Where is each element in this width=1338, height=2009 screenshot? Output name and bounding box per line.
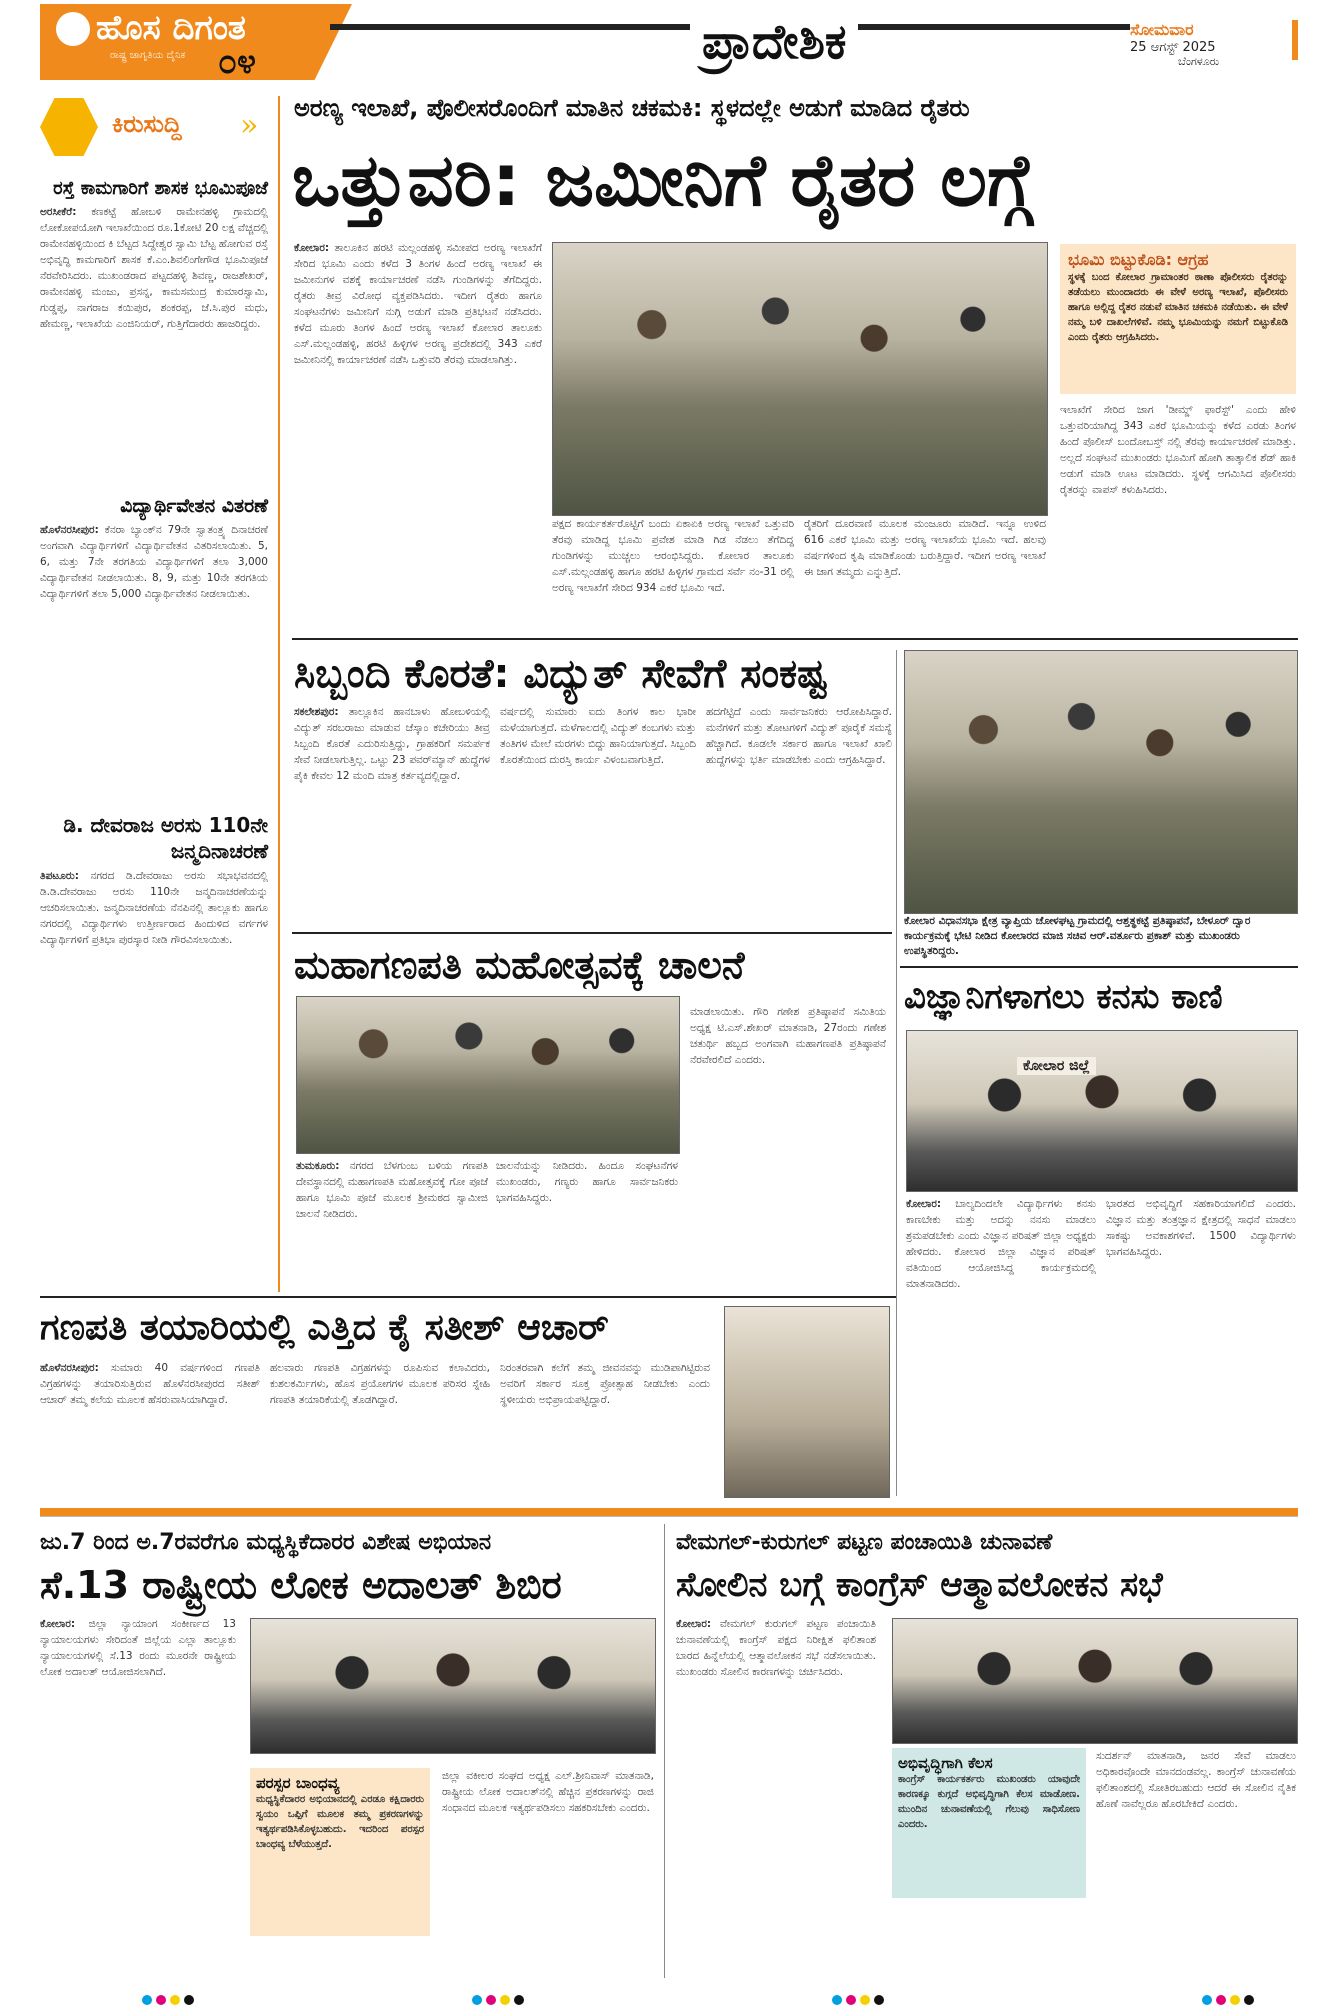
lok-adalat-kicker: ಜು.7 ರಿಂದ ಅ.7ರವರೆಗೂ ಮಧ್ಯಸ್ಥಿಕೆದಾರರ ವಿಶೇಷ ಅಭಿಯಾನ bbox=[40, 1530, 492, 1555]
kirusuddi-item-3 bbox=[40, 812, 268, 1308]
lok-adalat-photo bbox=[250, 1618, 656, 1754]
orange-edge-bar bbox=[1292, 20, 1298, 60]
lead-col-2: ಪಕ್ಷದ ಕಾರ್ಯಕರ್ತರೊಟ್ಟಿಗೆ ಬಂದು ಏಕಾಏಕಿ ಅರಣ್ಯ ಇಲಾಖೆ ಒತ್ತುವರಿ ತೆರವು ಮಾಡಿದ್ದ ಭೂಮಿ ಪ್ರವೇಶ ಮಾಡಿ ಗಿಡ ನೆಡಲು ತೆಗೆದಿದ್ದ ಗುಂಡಿಗಳನ್ನು ಮುಚ್ಚಲು ಆರಂಭಿಸಿದ್ದರು. ಕೋಲಾರ ತಾಲೂಕು ಎಸ್.ಮಲ್ಲಂಡಹಳ್ಳಿ ಹಾಗೂ ಹರಟಿ ಹಿಳ್ಳಿಗಳ ಗ್ರಾಮದ ಸರ್ವೆ ನಂ-31 ರಲ್ಲಿ ಅರಣ್ಯ ಇಲಾಖೆಗೆ ಸೇರಿದ 934 ಎಕರೆ ಭೂಮಿ ಇದೆ. bbox=[552, 518, 794, 594]
dateline: ಅರಸೀಕೆರೆ: bbox=[40, 206, 77, 218]
lok-adalat-headline: ಸೆ.13 ರಾಷ್ಟ್ರೀಯ ಲೋಕ ಅದಾಲತ್ ಶಿಬಿರ bbox=[40, 1563, 562, 1607]
dateline: ಸಕಲೇಶಪುರ: bbox=[294, 706, 339, 718]
lok-adalat-col-2: ಜಿಲ್ಲಾ ವಕೀಲರ ಸಂಘದ ಅಧ್ಯಕ್ಷ ಎಲ್.ಶ್ರೀನಿವಾಸ್ ಮಾತನಾಡಿ, ರಾಷ್ಟ್ರೀಯ ಲೋಕ ಅದಾಲತ್‌ನಲ್ಲಿ ಹೆಚ್ಚಿನ ಪ್ರಕರಣಗಳನ್ನು ರಾಜಿ ಸಂಧಾನದ ಮೂಲಕ ಇತ್ಯರ್ಥಪಡಿಸಲು ಸಹಕರಿಸಬೇಕು ಎಂದರು. bbox=[442, 1770, 654, 1814]
lead-headline: ಒತ್ತುವರಿ: ಜಮೀನಿಗೆ ರೈತರ ಲಗ್ಗೆ bbox=[292, 138, 1033, 222]
dateline: ಕೋಲಾರ: bbox=[40, 1618, 76, 1630]
ganapati-event-headline: ಮಹಾಗಣಪತಿ ಮಹೋತ್ಸವಕ್ಕೆ ಚಾಲನೆ bbox=[294, 943, 745, 987]
kirusuddi-item-title: ವಿದ್ಯಾರ್ಥಿವೇತನ ವಿತರಣೆ bbox=[120, 495, 268, 517]
congress-headline: ಸೋಲಿನ ಬಗ್ಗೆ ಕಾಂಗ್ರೆಸ್ ಆತ್ಮಾವಲೋಕನ ಸಭೆ bbox=[676, 1565, 1163, 1605]
kolar-ceremony-photo bbox=[904, 650, 1298, 914]
scientist-headline: ವಿಜ್ಞಾನಿಗಳಾಗಲು ಕನಸು ಕಾಣಿ bbox=[904, 977, 1223, 1017]
sidebox-title: ಅಭಿವೃದ್ಧಿಗಾಗಿ ಕೆಲಸ bbox=[898, 1754, 993, 1772]
lead-col-4: ಇಲಾಖೆಗೆ ಸೇರಿದ ಜಾಗ 'ಡೀಮ್ಡ್ ಫಾರೆಸ್ಟ್' ಎಂದು ಹೇಳಿ ಒತ್ತುವರಿಯಾಗಿದ್ದ 343 ಎಕರೆ ಭೂಮಿಯನ್ನು ಕಳೆದ ಎರಡು ತಿಂಗಳ ಹಿಂದೆ ಪೊಲೀಸ್ ಬಂದೋಬಸ್ತ್ ನಲ್ಲಿ ತೆರವು ಕಾರ್ಯಾಚರಣೆ ಮಾಡಿತ್ತು. ಅಲ್ಲದೆ ಸಂಘಟನೆ ಮುಖಂಡರು ಭೂಮಿಗೆ ಹೋಗಿ ತಾತ್ಕಾಲಿಕ ಶೆಡ್ ಹಾಕಿ ಅಡುಗೆ ಮಾಡಿ ಊಟ ಮಾಡಿದರು. ಸ್ಥಳಕ್ಕೆ ಆಗಮಿಸಿದ ಪೊಲೀಸರು ರೈತರನ್ನು ವಾಪಸ್ ಕಳುಹಿಸಿದರು. bbox=[1060, 404, 1296, 496]
registration-marks-3 bbox=[830, 1990, 886, 2009]
lok-adalat-sidebox bbox=[250, 1768, 430, 1936]
sidebox-text: ಕಾಂಗ್ರೆಸ್ ಕಾರ್ಯಕರ್ತರು ಮುಖಂಡರು ಯಾವುದೇ ಕಾರಣಕ್ಕೂ ಕುಗ್ಗದೆ ಅಭಿವೃದ್ಧಿಗಾಗಿ ಕೆಲಸ ಮಾಡೋಣ. ಮುಂದಿನ ಚುನಾವಣೆಯಲ್ಲಿ ಗೆಲುವು ಸಾಧಿಸೋಣ ಎಂದರು. bbox=[898, 1774, 1080, 1830]
staff-bottom-rule bbox=[292, 932, 892, 934]
kirusuddi-item-body: ಅರಸೀಕೆರೆ: ಕಣಕಟ್ಟೆ ಹೋಬಳಿ ರಾಮೇನಹಳ್ಳಿ ಗ್ರಾಮದಲ್ಲಿ ಲೋಕೋಪಯೋಗಿ ಇಲಾಖೆಯಿಂದ ರೂ.1ಕೋಟಿ 20 ಲಕ್ಷ ವೆಚ್ಚದಲ್ಲಿ ರಾಮೇನಹಳ್ಳಿಯಿಂದ ಕಿ ಬೆಟ್ಟದ ಸಿದ್ದೇಶ್ವರ ಸ್ವಾಮಿ ಬೆಟ್ಟ ಹೋಗುವ ರಸ್ತೆ ಅಭಿವೃದ್ಧಿ ಕಾಮಗಾರಿಗೆ ಶಾಸಕ ಕೆ.ಎಂ.ಶಿವಲಿಂಗೇಗೌಡ ಭೂಮಿಪೂಜೆ ನೆರವೇರಿಸಿದರು. ಮುಖಂಡರಾದ ಪಟ್ಟದಹಳ್ಳಿ ಶಿವಣ್ಣ, ರಾಜಶೇಖರ್, ರಾಮೇನಹಳ್ಳಿ ಮಂಜು, ಪ್ರಸನ್ನ, ಕಾಮಸಮುದ್ರ ಕುಮಾರಸ್ವಾಮಿ, ಗುಡ್ಡಪ್ಪ, ನಾಗರಾಜ ಕಯಿಪುರ, ಶಂಕರಪ್ಪ, ಜೆ.ಸಿ.ಪುರ ಮಧು, ಹೇಮಣ್ಣ, ಇಲಾಖೆಯ ಎಂಜಿನಿಯರ್, ಗುತ್ತಿಗೆದಾರರು ಹಾಜರಿದ್ದರು. bbox=[40, 206, 268, 330]
congress-col-1: ಕೋಲಾರ: ವೇಮಗಲ್ ಕುರುಗಲ್ ಪಟ್ಟಣ ಪಂಚಾಯಿತಿ ಚುನಾವಣೆಯಲ್ಲಿ ಕಾಂಗ್ರೆಸ್ ಪಕ್ಷದ ನಿರೀಕ್ಷಿತ ಫಲಿತಾಂಶ ಬಾರದ ಹಿನ್ನೆಲೆಯಲ್ಲಿ ಆತ್ಮಾವಲೋಕನ ಸಭೆ ನಡೆಸಲಾಯಿತು. ಮುಖಂಡರು ಸೋಲಿನ ಕಾರಣಗಳನ್ನು ಚರ್ಚಿಸಿದರು. bbox=[676, 1618, 876, 1678]
registration-marks-2 bbox=[470, 1990, 526, 2009]
staff-col-3: ಹದಗೆಟ್ಟಿದೆ ಎಂದು ಸಾರ್ವಜನಿಕರು ಆರೋಪಿಸಿದ್ದಾರೆ. ಮನೆಗಳಿಗೆ ಮತ್ತು ತೋಟಗಳಿಗೆ ವಿದ್ಯುತ್ ಪೂರೈಕೆ ಸಮಸ್ಯೆ ಹೆಚ್ಚಾಗಿದೆ. ಕೂಡಲೇ ಸರ್ಕಾರ ಹಾಗೂ ಇಲಾಖೆ ಖಾಲಿ ಹುದ್ದೆಗಳನ್ನು ಭರ್ತಿ ಮಾಡಬೇಕು ಎಂದು ಆಗ್ರಹಿಸಿದ್ದಾರೆ. bbox=[706, 706, 892, 766]
scientist-event-photo bbox=[906, 1030, 1298, 1192]
lead-bottom-rule bbox=[292, 638, 1298, 640]
vertical-divider-mid bbox=[896, 650, 897, 1496]
photo-bottom-rule bbox=[900, 966, 1298, 968]
sidebox-text: ಸ್ಥಳಕ್ಕೆ ಬಂದ ಕೋಲಾರ ಗ್ರಾಮಾಂತರ ಠಾಣಾ ಪೊಲೀಸರು ರೈತರನ್ನು ತಡೆಯಲು ಮುಂದಾದರು ಈ ವೇಳೆ ಅರಣ್ಯ ಇಲಾಖೆ, ಪೊಲೀಸರು ಹಾಗೂ ಅಲ್ಲಿದ್ದ ರೈತರ ನಡುವೆ ಮಾತಿನ ಚಕಮಕಿ ನಡೆಯಿತು. ಈ ವೇಳೆ ನಮ್ಮ ಬಳಿ ದಾಖಲೆಗಳಿವೆ. ನಮ್ಮ ಭೂಮಿಯನ್ನು ನಮಗೆ ಬಿಟ್ಟುಕೊಡಿ ಎಂದು ರೈತರು ಆಗ್ರಹಿಸಿದರು. bbox=[1068, 272, 1288, 343]
dateline: ಕೋಲಾರ: bbox=[906, 1198, 942, 1210]
ganapati-event-col-2: ಚಾಲನೆಯನ್ನು ನೀಡಿದರು. ಹಿಂದೂ ಸಂಘಟನೆಗಳ ಮುಖಂಡರು, ಗಣ್ಯರು ಹಾಗೂ ಸಾರ್ವಜನಿಕರು ಭಾಗವಹಿಸಿದ್ದರು. bbox=[496, 1160, 678, 1204]
hand-icon bbox=[40, 98, 98, 156]
ganapati-event-photo bbox=[296, 996, 680, 1154]
ganapati-event-col-3: ಮಾಡಲಾಯಿತು. ಗೌರಿ ಗಣೇಶ ಪ್ರತಿಷ್ಠಾಪನೆ ಸಮಿತಿಯ ಅಧ್ಯಕ್ಷ ಟಿ.ಎಸ್.ಶೇಖರ್ ಮಾತನಾಡಿ, 27ರಂದು ಗಣೇಶ ಚತುರ್ಥಿ ಹಬ್ಬದ ಅಂಗವಾಗಿ ಮಹಾಗಣಪತಿ ಪ್ರತಿಷ್ಠಾಪನೆ ನೆರವೇರಲಿದೆ ಎಂದರು. bbox=[690, 1006, 886, 1066]
registration-marks-4 bbox=[1200, 1990, 1256, 2009]
mid-rule bbox=[40, 1296, 896, 1298]
congress-photo bbox=[892, 1618, 1298, 1744]
sidebox-text: ಮಧ್ಯಸ್ಥಿಕೆದಾರರ ಅಭಿಯಾನದಲ್ಲಿ ಎರಡೂ ಕಕ್ಷಿದಾರರು ಸ್ವಯಂ ಒಪ್ಪಿಗೆ ಮೂಲಕ ತಮ್ಮ ಪ್ರಕರಣಗಳನ್ನು ಇತ್ಯರ್ಥಪಡಿಸಿಕೊಳ್ಳಬಹುದು. ಇದರಿಂದ ಪರಸ್ಪರ ಬಾಂಧವ್ಯ ಬೆಳೆಯುತ್ತದೆ. bbox=[256, 1794, 424, 1850]
lead-kicker: ಅರಣ್ಯ ಇಲಾಖೆ, ಪೊಲೀಸರೊಂದಿಗೆ ಮಾತಿನ ಚಕಮಕಿ: ಸ್ಥಳದಲ್ಲೇ ಅಡುಗೆ ಮಾಡಿದ ರೈತರು bbox=[294, 94, 970, 122]
congress-sidebox bbox=[892, 1748, 1086, 1898]
sculptor-col-1: ಹೊಳೆನರಸೀಪುರ: ಸುಮಾರು 40 ವರ್ಷಗಳಿಂದ ಗಣಪತಿ ವಿಗ್ರಹಗಳನ್ನು ತಯಾರಿಸುತ್ತಿರುವ ಹೊಳೆನರಸೀಪುರದ ಸತೀಶ್ ಆಚಾರ್ ತಮ್ಮ ಕಲೆಯ ಮೂಲಕ ಹೆಸರುವಾಸಿಯಾಗಿದ್ದಾರೆ. bbox=[40, 1362, 260, 1406]
dateline: ಹೊಳೆನರಸೀಪುರ: bbox=[40, 1362, 99, 1374]
sculptor-photo bbox=[724, 1306, 890, 1498]
kirusuddi-item-title: ರಸ್ತೆ ಕಾಮಗಾರಿಗೆ ಶಾಸಕ ಭೂಮಿಪೂಜೆ bbox=[53, 178, 268, 199]
scientist-col-1: ಕೋಲಾರ: ಬಾಲ್ಯದಿಂದಲೇ ವಿದ್ಯಾರ್ಥಿಗಳು ಕನಸು ಕಾಣಬೇಕು ಮತ್ತು ಅದನ್ನು ನನಸು ಮಾಡಲು ಶ್ರಮಪಡಬೇಕು ಎಂದು ವಿಜ್ಞಾನ ಪರಿಷತ್ ಜಿಲ್ಲಾ ಅಧ್ಯಕ್ಷರು ಹೇಳಿದರು. ಕೋಲಾರ ಜಿಲ್ಲಾ ವಿಜ್ಞಾನ ಪರಿಷತ್ ವತಿಯಿಂದ ಆಯೋಜಿಸಿದ್ದ ಕಾರ್ಯಕ್ರಮದಲ್ಲಿ ಮಾತನಾಡಿದರು. bbox=[906, 1198, 1096, 1290]
sculptor-col-2: ಹಲವಾರು ಗಣಪತಿ ವಿಗ್ರಹಗಳನ್ನು ರೂಪಿಸುವ ಕಲಾವಿದರು, ಕುಶಲಕರ್ಮಿಗಳು, ಹೊಸ ಪ್ರಯೋಗಗಳ ಮೂಲಕ ಪರಿಸರ ಸ್ನೇಹಿ ಗಣಪತಿ ತಯಾರಿಕೆಯಲ್ಲಿ ತೊಡಗಿದ್ದಾರೆ. bbox=[270, 1362, 490, 1406]
dateline: ತುಮಕೂರು: bbox=[296, 1160, 340, 1172]
kirusuddi-item-title: ಡಿ. ದೇವರಾಜ ಅರಸು 110ನೇ ಜನ್ಮದಿನಾಚರಣೆ bbox=[63, 813, 268, 863]
section-title: ಪ್ರಾದೇಶಿಕ bbox=[690, 14, 858, 71]
lower-band-rule bbox=[40, 1508, 1298, 1516]
page-number: ೦೪ bbox=[218, 42, 257, 82]
lower-vertical-divider bbox=[664, 1524, 665, 1978]
staff-headline: ಸಿಬ್ಬಂದಿ ಕೊರತೆ: ವಿದ್ಯುತ್ ಸೇವೆಗೆ ಸಂಕಷ್ಟ bbox=[294, 651, 828, 697]
registration-marks-1 bbox=[140, 1990, 196, 2009]
kirusuddi-label: ಕಿರುಸುದ್ದಿ bbox=[112, 110, 182, 138]
kolar-photo-caption: ಕೋಲಾರ ವಿಧಾನಸಭಾ ಕ್ಷೇತ್ರ ವ್ಯಾಪ್ತಿಯ ಚೋಳಘಟ್ಟ ಗ್ರಾಮದಲ್ಲಿ ಆಶ್ತತ್ಥಕಟ್ಟೆ ಪ್ರತಿಷ್ಠಾಪನೆ, ಬೇಳೂರ್ ದ್ವಾರ ಕಾರ್ಯಕ್ರಮಕ್ಕೆ ಭೇಟಿ ನೀಡಿದ ಕೋಲಾರದ ಮಾಜಿ ಸಚಿವ ಆರ್.ವರ್ತೂರು ಪ್ರಕಾಶ್ ಮತ್ತು ಮುಖಂಡರು ಉಪಸ್ಥಿತರಿದ್ದರು. bbox=[904, 915, 1251, 957]
staff-col-1: ಸಕಲೇಶಪುರ: ತಾಲ್ಲೂಕಿನ ಹಾನಬಾಳು ಹೋಬಳಿಯಲ್ಲಿ ವಿದ್ಯುತ್ ಸರಬರಾಜು ಮಾಡುವ ಚೆಸ್ಕಾಂ ಕಚೇರಿಯು ತೀವ್ರ ಸಿಬ್ಬಂದಿ ಕೊರತೆ ಎದುರಿಸುತ್ತಿದ್ದು, ಗ್ರಾಹಕರಿಗೆ ಸಮರ್ಪಕ ಸೇವೆ ನೀಡಲಾಗುತ್ತಿಲ್ಲ. ಒಟ್ಟು 23 ಪವರ್‌ಮ್ಯಾನ್ ಹುದ್ದೆಗಳ ಪೈಕಿ ಕೇವಲ 12 ಮಂದಿ ಮಾತ್ರ ಕರ್ತವ್ಯದಲ್ಲಿದ್ದಾರೆ. bbox=[294, 706, 490, 782]
logo-text: ಹೊಸ ದಿಗಂತ bbox=[96, 8, 246, 48]
dateline: ಹೊಳೆನರಸೀಪುರ: bbox=[40, 524, 99, 536]
logo-tagline: ರಾಷ್ಟ್ರ ಜಾಗೃತಿಯ ದೈನಿಕ bbox=[110, 50, 186, 61]
masthead bbox=[0, 0, 1338, 86]
sidebox-title: ಭೂಮಿ ಬಿಟ್ಟುಕೊಡಿ: ಆಗ್ರಹ bbox=[1068, 250, 1209, 269]
lower-band-rule-dark bbox=[40, 1516, 1298, 1517]
lok-adalat-col-1: ಕೋಲಾರ: ಜಿಲ್ಲಾ ನ್ಯಾಯಾಂಗ ಸಂಕೀರ್ಣದ 13 ನ್ಯಾಯಾಲಯಗಳು ಸೇರಿದಂತೆ ಜಿಲ್ಲೆಯ ಎಲ್ಲಾ ತಾಲ್ಲೂಕು ನ್ಯಾಯಾಲಯಗಳಲ್ಲಿ ಸೆ.13 ರಂದು ಮೂರನೇ ರಾಷ್ಟ್ರೀಯ ಲೋಕ ಅದಾಲತ್ ಆಯೋಜಿಸಲಾಗಿದೆ. bbox=[40, 1618, 236, 1678]
dateline: ತಿಪಟೂರು: bbox=[40, 870, 79, 882]
lead-sidebox bbox=[1060, 244, 1296, 394]
kirusuddi-badge bbox=[40, 98, 270, 156]
chevron-icon: » bbox=[240, 108, 259, 143]
city-label: ಬೆಂಗಳೂರು bbox=[1178, 55, 1220, 68]
sidebox-title: ಪರಸ್ಪರ ಬಾಂಧವ್ಯ bbox=[256, 1774, 340, 1792]
sculptor-headline: ಗಣಪತಿ ತಯಾರಿಯಲ್ಲಿ ಎತ್ತಿದ ಕೈ ಸತೀಶ್ ಆಚಾರ್ bbox=[40, 1307, 609, 1348]
dateline: ಕೋಲಾರ: bbox=[294, 242, 330, 254]
lead-col-3: ರೈತರಿಗೆ ದೂರವಾಣಿ ಮೂಲಕ ಮಂಜೂರು ಮಾಡಿದೆ. ಇನ್ನೂ ಉಳಿದ 616 ಎಕರೆ ಭೂಮಿ ಮತ್ತು ಅರಣ್ಯ ಇಲಾಖೆಯ ಭೂಮಿ ಇದೆ. ಹಲವು ವರ್ಷಗಳಿಂದ ಕೃಷಿ ಮಾಡಿಕೊಂಡು ಬರುತ್ತಿದ್ದಾರೆ. ಇದೀಗ ಅರಣ್ಯ ಇಲಾಖೆ ಈ ಜಾಗ ತಮ್ಮದು ಎನ್ನುತ್ತಿದೆ. bbox=[804, 518, 1046, 578]
date-block bbox=[1130, 20, 1295, 82]
sculptor-col-3: ನಿರಂತರವಾಗಿ ಕಲೆಗೆ ತಮ್ಮ ಜೀವನವನ್ನು ಮುಡಿಪಾಗಿಟ್ಟಿರುವ ಅವರಿಗೆ ಸರ್ಕಾರ ಸೂಕ್ತ ಪ್ರೋತ್ಸಾಹ ನೀಡಬೇಕು ಎಂದು ಸ್ಥಳೀಯರು ಅಭಿಪ್ರಾಯಪಟ್ಟಿದ್ದಾರೆ. bbox=[500, 1362, 710, 1406]
kirusuddi-item-1 bbox=[40, 178, 268, 474]
lead-col-1: ಕೋಲಾರ: ತಾಲೂಕಿನ ಹರಟಿ ಮಲ್ಲಂಡಹಳ್ಳಿ ಸಮೀಪದ ಅರಣ್ಯ ಇಲಾಖೆಗೆ ಸೇರಿದ ಭೂಮಿ ಎಂದು ಕಳೆದ 3 ತಿಂಗಳ ಹಿಂದೆ ಅರಣ್ಯ ಇಲಾಖೆ ಈ ಜಮೀನುಗಳ ವಶಕ್ಕೆ ಕಾರ್ಯಾಚರಣೆ ನಡೆಸಿ ಗುಂಡಿಗಳನ್ನು ತೆಗೆದಿದ್ದರು. ರೈತರು ತೀವ್ರ ವಿರೋಧ ವ್ಯಕ್ತಪಡಿಸಿದರು. ಇದೀಗ ರೈತರು ಹಾಗೂ ಸಂಘಟನೆಗಳು ಜಮೀನಿಗೆ ನುಗ್ಗಿ ಅಡುಗೆ ಮಾಡಿ ಪ್ರತಿಭಟನೆ ನಡೆಸಿದರು. ಕಳೆದ ಮೂರು ತಿಂಗಳ ಹಿಂದೆ ಅರಣ್ಯ ಇಲಾಖೆ ಕೋಲಾರ ತಾಲೂಕು ಎಸ್.ಮಲ್ಲಂಡಹಳ್ಳಿ, ಹರಟಿ ಹಿಳ್ಳಿಗಳ ಅರಣ್ಯ ಪ್ರದೇಶದಲ್ಲಿ 343 ಎಕರೆ ಜಮೀನಿನಲ್ಲಿ ಕಾರ್ಯಾಚರಣೆ ನಡೆಸಿ ಒತ್ತುವರಿ ತೆರವು ಮಾಡಲಾಗಿತ್ತು. bbox=[294, 242, 542, 366]
dateline: ಕೋಲಾರ: bbox=[676, 1618, 712, 1630]
kirusuddi-item-body: ಹೊಳೆನರಸೀಪುರ: ಕೆನರಾ ಬ್ಯಾಂಕ್‌ನ 79ನೇ ಸ್ವಾತಂತ್ರ್ಯ ದಿನಾಚರಣೆ ಅಂಗವಾಗಿ ವಿದ್ಯಾರ್ಥಿಗಳಿಗೆ ವಿದ್ಯಾರ್ಥಿವೇತನ ವಿತರಿಸಲಾಯಿತು. 5, 6, ಮತ್ತು 7ನೇ ತರಗತಿಯ ವಿದ್ಯಾರ್ಥಿಗಳಿಗೆ ತಲಾ 3,000 ವಿದ್ಯಾರ್ಥಿವೇತನ ನೀಡಲಾಯಿತು. 8, 9, ಮತ್ತು 10ನೇ ತರಗತಿಯ ವಿದ್ಯಾರ್ಥಿಗಳಿಗೆ ತಲಾ 5,000 ವಿದ್ಯಾರ್ಥಿವೇತನ ನೀಡಲಾಯಿತು. bbox=[40, 524, 268, 600]
left-column-divider bbox=[278, 96, 280, 1292]
day-label: ಸೋಮವಾರ bbox=[1130, 20, 1194, 39]
congress-kicker: ವೇಮಗಲ್-ಕುರುಗಲ್ ಪಟ್ಟಣ ಪಂಚಾಯಿತಿ ಚುನಾವಣೆ bbox=[676, 1530, 1053, 1555]
banner-text: ಕೋಲಾರ ಜಿಲ್ಲೆ bbox=[1017, 1057, 1096, 1075]
logo-icon bbox=[56, 12, 90, 46]
kirusuddi-item-body: ತಿಪಟೂರು: ನಗರದ ಡಿ.ದೇವರಾಜು ಅರಸು ಸಭಾಭವನದಲ್ಲಿ ಡಿ.ಡಿ.ದೇವರಾಜು ಅರಸು 110ನೇ ಜನ್ಮದಿನಾಚರಣೆಯನ್ನು ಆಚರಿಸಲಾಯಿತು. ಜನ್ಮದಿನಾಚರಣೆಯ ನೆನಪಿನಲ್ಲಿ ತಾಲ್ಲೂಕು ಹಾಗೂ ನಗರದಲ್ಲಿ ವಿದ್ಯಾರ್ಥಿಗಳು ಉತ್ತೀರ್ಣರಾದ ಹಿಂದುಳಿದ ವರ್ಗಗಳ ವಿದ್ಯಾರ್ಥಿಗಳಿಗೆ ಪ್ರತಿಭಾ ಪುರಸ್ಕಾರ ನೀಡಿ ಗೌರವಿಸಲಾಯಿತು. bbox=[40, 870, 268, 946]
scientist-col-2: ಭಾರತದ ಅಭಿವೃದ್ಧಿಗೆ ಸಹಕಾರಿಯಾಗಲಿದೆ ಎಂದರು. ವಿಜ್ಞಾನ ಮತ್ತು ತಂತ್ರಜ್ಞಾನ ಕ್ಷೇತ್ರದಲ್ಲಿ ಸಾಧನೆ ಮಾಡಲು ಸಾಕಷ್ಟು ಅವಕಾಶಗಳಿವೆ. 1500 ವಿದ್ಯಾರ್ಥಿಗಳು ಭಾಗವಹಿಸಿದ್ದರು. bbox=[1106, 1198, 1296, 1258]
kirusuddi-item-2 bbox=[40, 494, 268, 812]
congress-col-2: ಸುದರ್ಶನ್ ಮಾತನಾಡಿ, ಜನರ ಸೇವೆ ಮಾಡಲು ಅಧಿಕಾರವೊಂದೇ ಮಾನದಂಡವಲ್ಲ. ಕಾಂಗ್ರೆಸ್ ಚುನಾವಣೆಯ ಫಲಿತಾಂಶದಲ್ಲಿ ಸೋತಿರಬಹುದು ಆದರೆ ಈ ಸೋಲಿನ ನೈತಿಕ ಹೊಣೆ ನಾವೆಲ್ಲರೂ ಹೊರಬೇಕಿದೆ ಎಂದರು. bbox=[1096, 1750, 1296, 1810]
staff-col-2: ವರ್ಷದಲ್ಲಿ ಸುಮಾರು ಐದು ತಿಂಗಳ ಕಾಲ ಭಾರೀ ಮಳೆಯಾಗುತ್ತದೆ. ಮಳೆಗಾಲದಲ್ಲಿ ವಿದ್ಯುತ್ ಕಂಬಗಳು ಮತ್ತು ತಂತಿಗಳ ಮೇಲೆ ಮರಗಳು ಬಿದ್ದು ಹಾನಿಯಾಗುತ್ತದೆ. ಸಿಬ್ಬಂದಿ ಕೊರತೆಯಿಂದ ದುರಸ್ತಿ ಕಾರ್ಯ ವಿಳಂಬವಾಗುತ್ತಿದೆ. bbox=[500, 706, 696, 766]
ganapati-event-col-1: ತುಮಕೂರು: ನಗರದ ಬೆಳಗುಂಬ ಬಳಿಯ ಗಣಪತಿ ದೇವಸ್ಥಾನದಲ್ಲಿ ಮಹಾಗಣಪತಿ ಮಹೋತ್ಸವಕ್ಕೆ ಗೋ ಪೂಜೆ ಹಾಗೂ ಭೂಮಿ ಪೂಜೆ ಮೂಲಕ ಶ್ರೀಮಠದ ಸ್ವಾಮೀಜಿ ಚಾಲನೆ ನೀಡಿದರು. bbox=[296, 1160, 488, 1220]
lead-photo bbox=[552, 242, 1048, 516]
date-label: 25 ಆಗಸ್ಟ್ 2025 bbox=[1130, 40, 1216, 55]
